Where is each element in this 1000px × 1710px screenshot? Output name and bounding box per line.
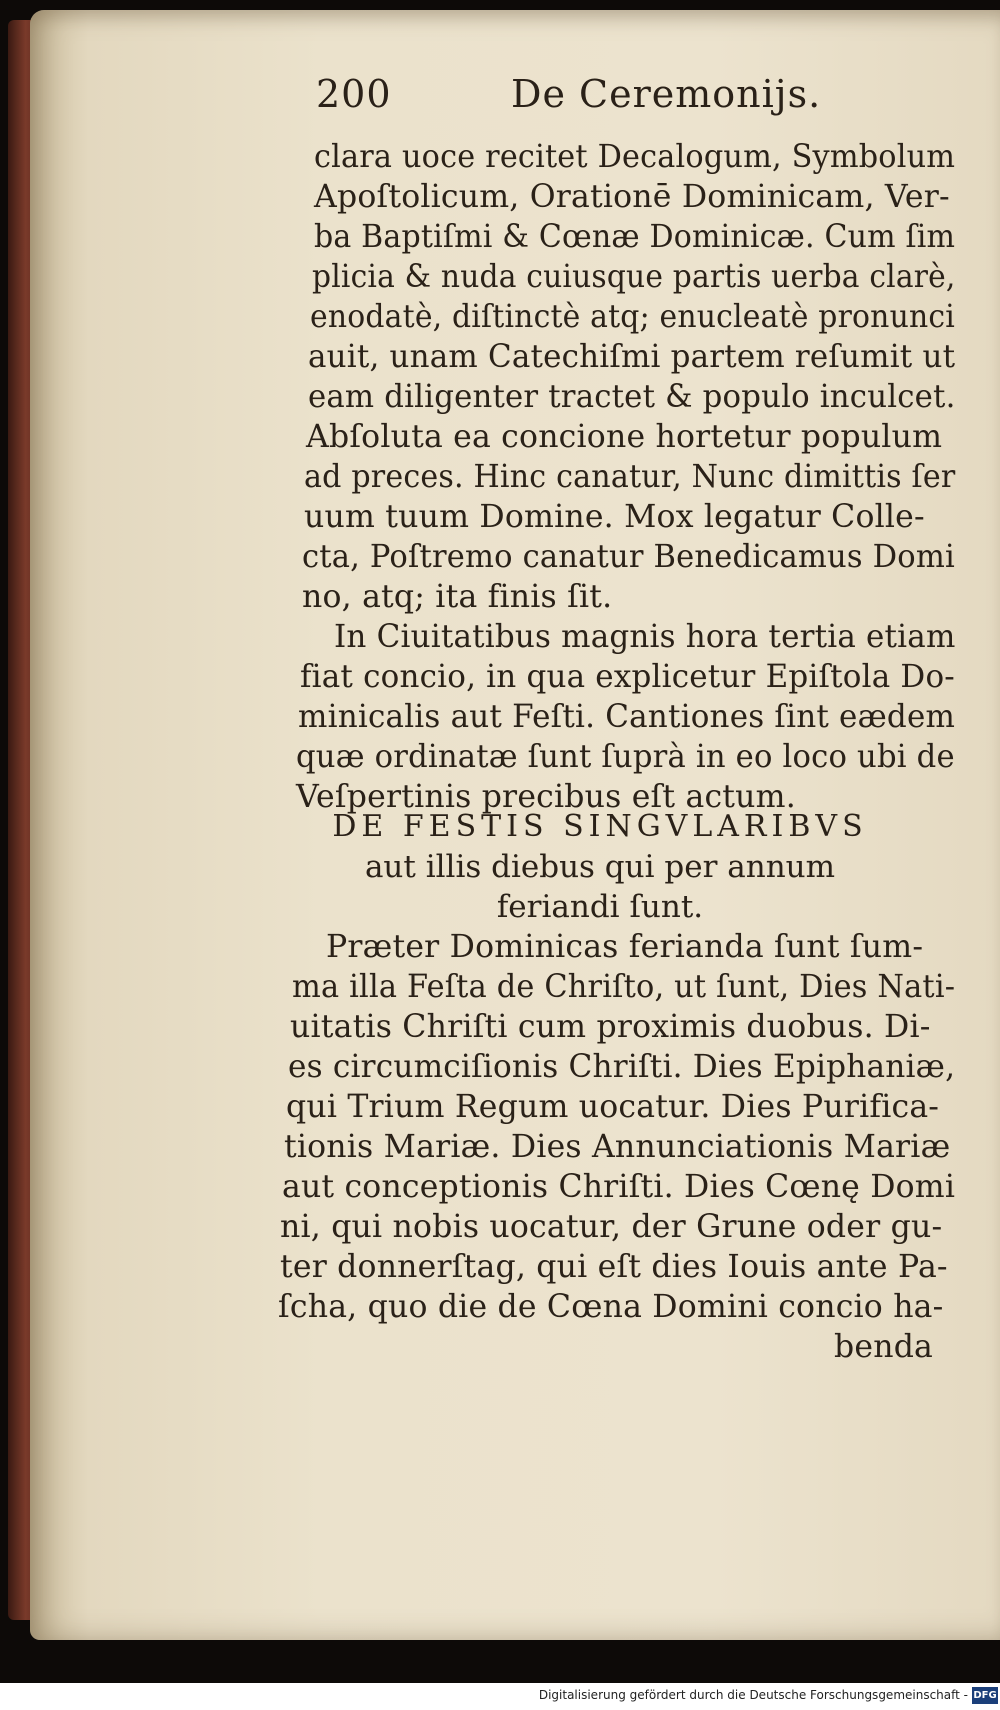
body-line: es circumciſionis Chriſti. Dies Epiphaniæ, (288, 1049, 956, 1085)
page-number: 200 (316, 72, 392, 116)
body-line: Veſpertinis precibus eſt actum. (296, 779, 796, 815)
body-line: ba Baptiſmi & Cœnæ Dominicæ. Cum ſim (314, 219, 956, 255)
body-line: plicia & nuda cuiusque partis uerba clarè, (312, 259, 956, 295)
body-line: ter donnerſtag, qui eſt dies Iouis ante Pa- (280, 1249, 948, 1285)
body-line: minicalis aut Feſti. Cantiones ſint eædem (298, 699, 956, 735)
body-line: clara uoce recitet Decalogum, Symbolum (314, 139, 956, 175)
body-line: ad preces. Hinc canatur, Nunc dimittis ſer (304, 459, 956, 495)
body-line: no, atq; ita finis ſit. (302, 579, 613, 615)
footer-bar (0, 1683, 1000, 1710)
section-subheading: aut illis diebus qui per annum (364, 849, 836, 885)
body-line: cta, Poſtremo canatur Benedicamus Domi (302, 539, 955, 575)
dfg-logo: DFG (972, 1687, 998, 1704)
body-line: qui Trium Regum uocatur. Dies Purifica- (286, 1089, 940, 1125)
body-line: tionis Mariæ. Dies Annunciationis Mariæ (284, 1129, 951, 1165)
body-line: uum tuum Domine. Mox legatur Colle- (304, 499, 925, 535)
body-line: Abſoluta ea concione hortetur populum (306, 419, 943, 455)
body-line: enodatè, diſtinctè atq; enucleatè pronunci (310, 299, 956, 335)
section-heading: DE FESTIS SINGVLARIBVS (332, 809, 868, 844)
catchword: benda (834, 1329, 934, 1365)
body-line: Præter Dominicas ferianda ſunt ſum- (326, 929, 924, 965)
body-line: aut conceptionis Chriſti. Dies Cœnę Domi (282, 1169, 956, 1205)
funding-credit: Digitalisierung gefördert durch die Deutsche Forschungsgemeinschaft - (538, 1688, 968, 1702)
body-line: auit, unam Catechiſmi partem reſumit ut (308, 339, 956, 375)
body-line: In Ciuitatibus magnis hora tertia etiam (334, 619, 956, 655)
body-line: eam diligenter tractet & populo inculcet. (308, 379, 956, 415)
body-line: ni, qui nobis uocatur, der Grune oder gu- (280, 1209, 943, 1245)
running-head: De Ceremonijs. (511, 72, 822, 116)
page-header (316, 72, 836, 122)
body-line: ma illa Feſta de Chriſto, ut ſunt, Dies Nati- (292, 969, 956, 1005)
section-subheading: feriandi ſunt. (496, 889, 704, 925)
body-line: quæ ordinatæ ſunt ſuprà in eo loco ubi de (296, 739, 955, 775)
body-line: fiat concio, in qua explicetur Epiſtola Do- (300, 659, 955, 695)
body-line: uitatis Chriſti cum proximis duobus. Di- (290, 1009, 931, 1045)
body-line: ſcha, quo die de Cœna Domini concio ha- (278, 1289, 944, 1325)
body-line: Apoſtolicum, Orationē Dominicam, Ver- (314, 179, 950, 215)
